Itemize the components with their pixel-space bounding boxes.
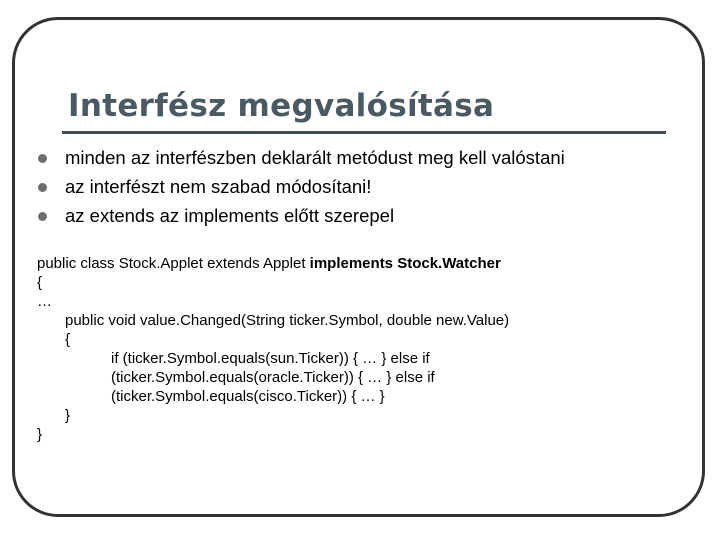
bullet-dot-icon: [38, 154, 47, 163]
code-block: [37, 254, 509, 444]
bullet-item: [38, 147, 565, 176]
bullet-text: az interfészt nem szabad módosítani!: [65, 176, 372, 197]
code-line: …: [37, 293, 52, 310]
title-underline: [62, 131, 666, 134]
bullet-item: [38, 205, 565, 234]
bullet-dot-icon: [38, 183, 47, 192]
code-line: }: [37, 426, 43, 443]
code-line: (ticker.Symbol.equals(cisco.Ticker)) { … }: [111, 388, 385, 405]
code-line: public void value.Changed(String ticker.Symbol, double new.Value): [65, 312, 510, 329]
code-line: {: [37, 274, 43, 291]
code-line: {: [65, 331, 71, 348]
code-keyword-bold: implements Stock.Watcher: [309, 255, 501, 272]
code-line: (ticker.Symbol.equals(oracle.Ticker)) { … } else if: [111, 369, 435, 386]
slide-title: Interfész megvalósítása: [68, 88, 495, 124]
code-line: }: [65, 407, 71, 424]
bullet-list: [38, 147, 565, 234]
bullet-item: [38, 176, 565, 205]
code-line: if (ticker.Symbol.equals(sun.Ticker)) { … } else if: [111, 350, 430, 367]
bullet-text: minden az interfészben deklarált metódust meg kell valóstani: [65, 147, 565, 168]
bullet-text: az extends az implements előtt szerepel: [65, 205, 395, 226]
bullet-dot-icon: [38, 212, 47, 221]
code-line: [37, 254, 509, 273]
code-text: public class Stock.Applet extends Applet: [37, 255, 310, 272]
